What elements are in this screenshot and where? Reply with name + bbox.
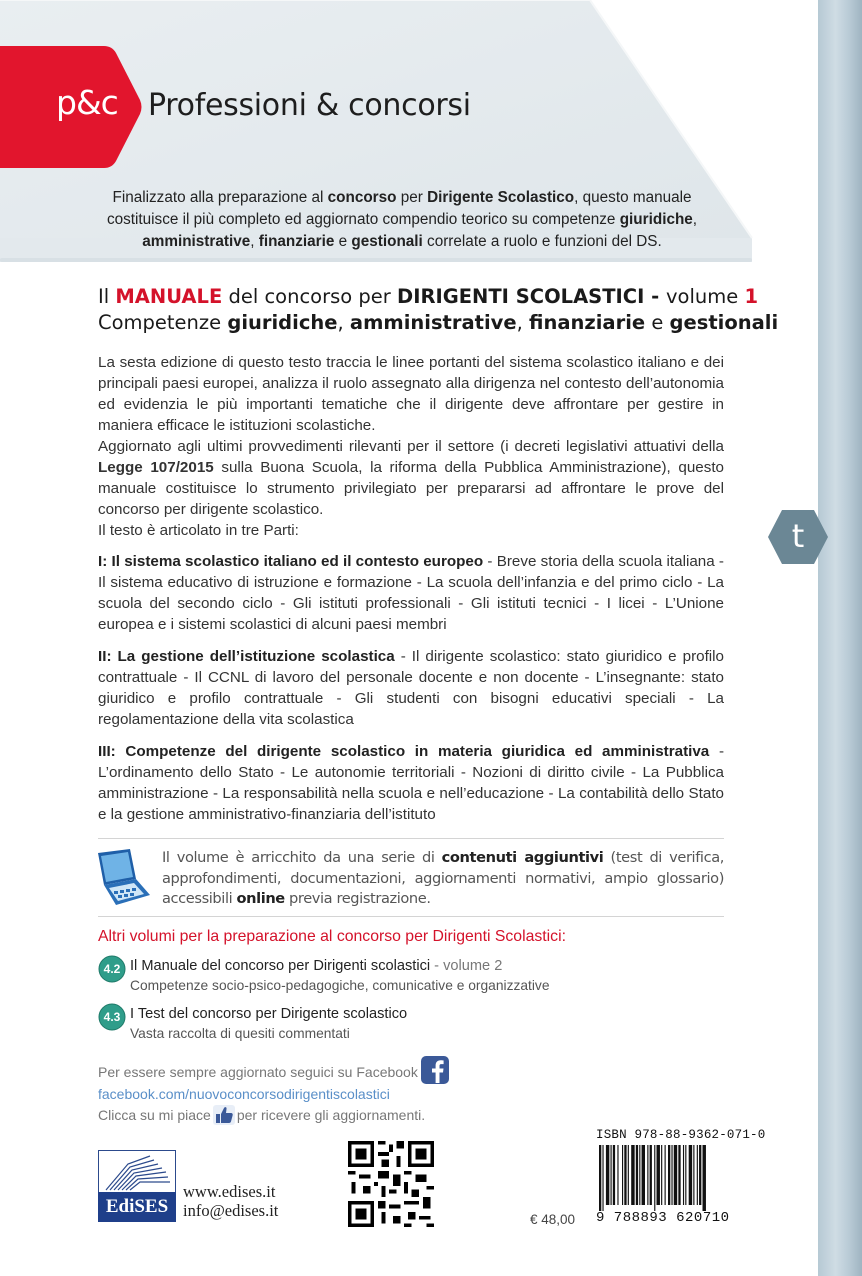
price: € 48,00	[530, 1212, 576, 1227]
qr-code[interactable]	[344, 1137, 438, 1231]
barcode	[595, 1145, 745, 1215]
barcode-bar	[642, 1145, 645, 1205]
barcode-bar	[671, 1145, 672, 1205]
book-heading: Il MANUALE del concorso per DIRIGENTI SCOLASTICI - volume 1 Competenze giuridiche, amministrative, finanziarie e gestionali	[98, 285, 779, 334]
barcode-bar	[674, 1145, 677, 1205]
barcode-bar	[611, 1145, 612, 1205]
barcode-bar	[699, 1145, 701, 1205]
barcode-bar	[650, 1145, 652, 1205]
volume-badge: 4.2	[98, 955, 126, 983]
spine-letter: t	[791, 517, 805, 555]
publisher-logo: EdiSES	[98, 1150, 176, 1222]
description-paragraph-2: Aggiornato agli ultimi provvedimenti rilevanti per il settore (i decreti legislativi attuativi della Legge 107/2015 sulla Buona Scuola, la riforma della Pubblica Amministrazione), questo manuale costituisce lo strumento privilegiato per prepararsi ad affrontare le prove del concorso per dirigente scolastico.	[98, 438, 724, 518]
publisher-contacts	[183, 1182, 278, 1220]
series-title: Professioni & concorsi	[148, 88, 471, 123]
volume-title: I Test del concorso per Dirigente scolastico	[130, 1006, 408, 1022]
description-paragraph-1: La sesta edizione di questo testo traccia le linee portanti del sistema scolastico italiano e dei principali paesi europei, analizza il ruolo assegnato alla dirigenza nel contesto dell’autonomia ed evidenzia le più importanti tematiche che il dirigente deve affrontare per gestire in maniera efficace le istituzioni scolastiche.	[98, 354, 724, 434]
barcode-bar	[624, 1145, 626, 1205]
publisher-email[interactable]: info@edises.it	[183, 1201, 279, 1220]
barcode-bar	[661, 1145, 662, 1205]
barcode-bar	[665, 1145, 666, 1205]
barcode-bar	[703, 1145, 706, 1211]
intro-paragraph: Finalizzato alla preparazione al concorso per Dirigente Scolastico, questo manuale costituisce il più completo ed aggiornato compendio teorico su competenze giuridiche, amministrative, finanziarie e gestionali correlate a ruolo e funzioni del DS.	[106, 189, 698, 250]
barcode-bar	[685, 1145, 686, 1205]
barcode-digits: 9 788893 620710	[596, 1210, 730, 1226]
other-volumes-title: Altri volumi per la preparazione al concorso per Dirigenti Scolastici:	[98, 928, 566, 945]
barcode-bar	[631, 1145, 634, 1205]
barcode-bar	[599, 1145, 601, 1211]
spine	[818, 0, 862, 1276]
barcode-bar	[639, 1145, 640, 1205]
volume-subtitle: Competenze socio-psico-pedagogiche, comunicative e organizzative	[130, 978, 550, 993]
divider	[98, 838, 724, 839]
barcode-bar	[628, 1145, 629, 1205]
barcode-bar	[602, 1145, 603, 1211]
barcode-bar	[657, 1145, 660, 1205]
spine-hexagon	[766, 508, 830, 566]
barcode-bar	[689, 1145, 692, 1205]
description-paragraph-3: Il testo è articolato in tre Parti:	[98, 522, 299, 539]
barcode-bar	[647, 1145, 648, 1205]
online-content-text: Il volume è arricchito da una serie di contenuti aggiuntivi (test di verifica, approfondimenti, documentazioni, aggiornamenti normativi, ampio glossario) accessibili online previa registrazione.	[162, 849, 724, 907]
barcode-bar	[622, 1145, 623, 1205]
volume-title: Il Manuale del concorso per Dirigenti scolastici	[130, 958, 431, 974]
facebook-icon[interactable]	[421, 1056, 449, 1084]
laptop-icon	[90, 847, 152, 909]
barcode-bar	[606, 1145, 609, 1205]
divider	[98, 916, 724, 917]
barcode-bar	[693, 1145, 694, 1205]
barcode-bar	[654, 1145, 655, 1211]
parts-list	[98, 551, 724, 825]
description-body	[98, 352, 724, 836]
part-item: II: La gestione dell’istituzione scolastica - Il dirigente scolastico: stato giuridico e profilo contrattuale - Il CCNL di lavoro del personale docente e non docente - L’insegnante: stato giuridico e profilo contrattuale - Gli studenti con bisogni educativi speciali - La regolamentazione della vita scolastica	[98, 648, 724, 728]
facebook-block: Per essere sempre aggiornato seguici su Facebook facebook.com/nuovoconcorsodirigentiscolastici Clicca su mi piace per ricevere gli aggiornamenti.	[98, 1062, 478, 1126]
barcode-bar	[697, 1145, 698, 1205]
publisher-website[interactable]: www.edises.it	[183, 1182, 276, 1201]
barcode-bar	[668, 1145, 670, 1205]
like-icon[interactable]	[213, 1105, 235, 1125]
facebook-follow-text: Per essere sempre aggiornato seguici su Facebook	[98, 1064, 418, 1080]
facebook-link[interactable]: facebook.com/nuovoconcorsodirigentiscolastici	[98, 1086, 390, 1103]
barcode-bar	[613, 1145, 615, 1205]
barcode-bar	[683, 1145, 684, 1205]
volume-badge: 4.3	[98, 1003, 126, 1031]
part-item: III: Competenze del dirigente scolastico in materia giuridica ed amministrativa - L’ordinamento dello Stato - Le autonomie territoriali - Nozioni di diritto civile - La Pubblica amministrazione - La responsabilità nella scuola e nell’educazione - La contabilità dello Stato e la gestione amministrativo-finanziaria dell’istituto	[98, 743, 725, 823]
online-content-box	[90, 845, 730, 911]
barcode-bar	[636, 1145, 638, 1205]
barcode-bar	[678, 1145, 680, 1205]
part-item: I: Il sistema scolastico italiano ed il contesto europeo - Breve storia della scuola italiana - Il sistema educativo di istruzione e formazione - La scuola dell’infanzia e del primo ciclo - La scuola del secondo ciclo - Gli istituti professionali - Gli istituti tecnici - I licei - L’Unione europea e i sistemi scolastici di alcuni paesi membri	[98, 553, 724, 633]
isbn-label: ISBN 978-88-9362-071-0	[596, 1128, 766, 1142]
brand-abbreviation: p&c	[56, 83, 118, 122]
volume-subtitle: Vasta raccolta di quesiti commentati	[130, 1026, 350, 1041]
barcode-bar	[617, 1145, 618, 1205]
